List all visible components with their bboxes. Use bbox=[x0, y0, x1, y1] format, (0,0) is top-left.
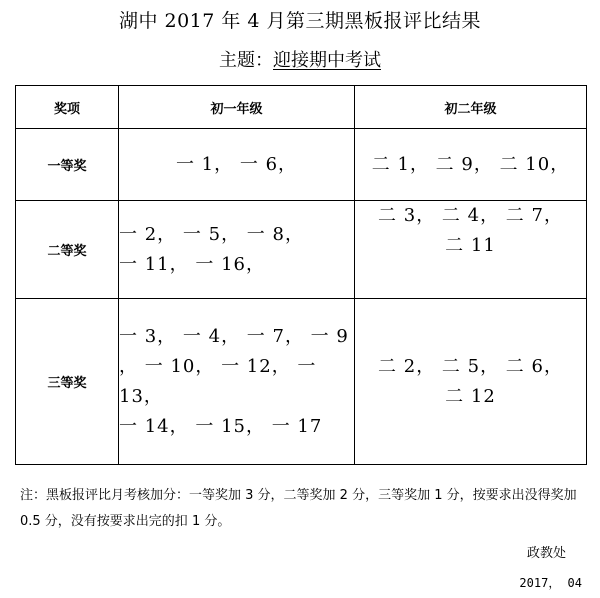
document-title: 湖中 2017 年 4 月第三期黑板报评比结果 bbox=[118, 10, 482, 32]
class-line: 一 11， 一 16， bbox=[119, 253, 265, 275]
table-row bbox=[16, 299, 587, 465]
class-line: 一 1， 一 6， bbox=[175, 153, 298, 175]
table-header-row bbox=[16, 86, 587, 129]
class-line: 二 1， 二 9， 二 10， bbox=[371, 153, 570, 175]
class-line: 一 14， 一 15， 一 17 bbox=[119, 415, 323, 437]
award-third: 三等奖 bbox=[16, 299, 119, 465]
grade2-second-classes bbox=[355, 201, 587, 299]
class-line: 二 2， 二 5， 二 6， bbox=[378, 355, 563, 377]
grade1-third-classes bbox=[119, 299, 355, 465]
header-award: 奖项 bbox=[16, 86, 119, 129]
subtitle-topic: 迎接期中考试 bbox=[273, 50, 381, 71]
department-signature: 政教处 bbox=[526, 546, 566, 561]
subtitle-prefix: 主题： bbox=[219, 50, 273, 71]
footnote: 注：黑板报评比月考核加分：一等奖加 3 分，二等奖加 2 分，三等奖加 1 分，按要求出没得奖加 0.5 分，没有按要求出完的扣 1 分。 bbox=[20, 488, 577, 529]
grade2-first-classes bbox=[355, 129, 587, 201]
header-grade2: 初二年级 bbox=[355, 86, 587, 129]
award-first: 一等奖 bbox=[16, 129, 119, 201]
document-subtitle bbox=[0, 46, 600, 72]
results-table bbox=[15, 85, 587, 465]
issue-date: 2017， 04 bbox=[519, 576, 582, 590]
class-line: 一 3， 一 4， 一 7， 一 9 bbox=[119, 325, 349, 347]
header-grade1: 初一年级 bbox=[119, 86, 355, 129]
class-line: 二 11 bbox=[445, 235, 496, 256]
class-line: 二 3， 二 4， 二 7， bbox=[378, 205, 563, 226]
grade1-second-classes bbox=[119, 201, 355, 299]
grade2-third-classes bbox=[355, 299, 587, 465]
class-line: ， 一 10， 一 12， 一 13， bbox=[119, 355, 317, 407]
grade1-first-classes bbox=[119, 129, 355, 201]
table-row bbox=[16, 201, 587, 299]
award-second: 二等奖 bbox=[16, 201, 119, 299]
class-line: 二 12 bbox=[445, 385, 496, 407]
class-line: 一 2， 一 5， 一 8， bbox=[119, 223, 304, 245]
table-row bbox=[16, 129, 587, 201]
